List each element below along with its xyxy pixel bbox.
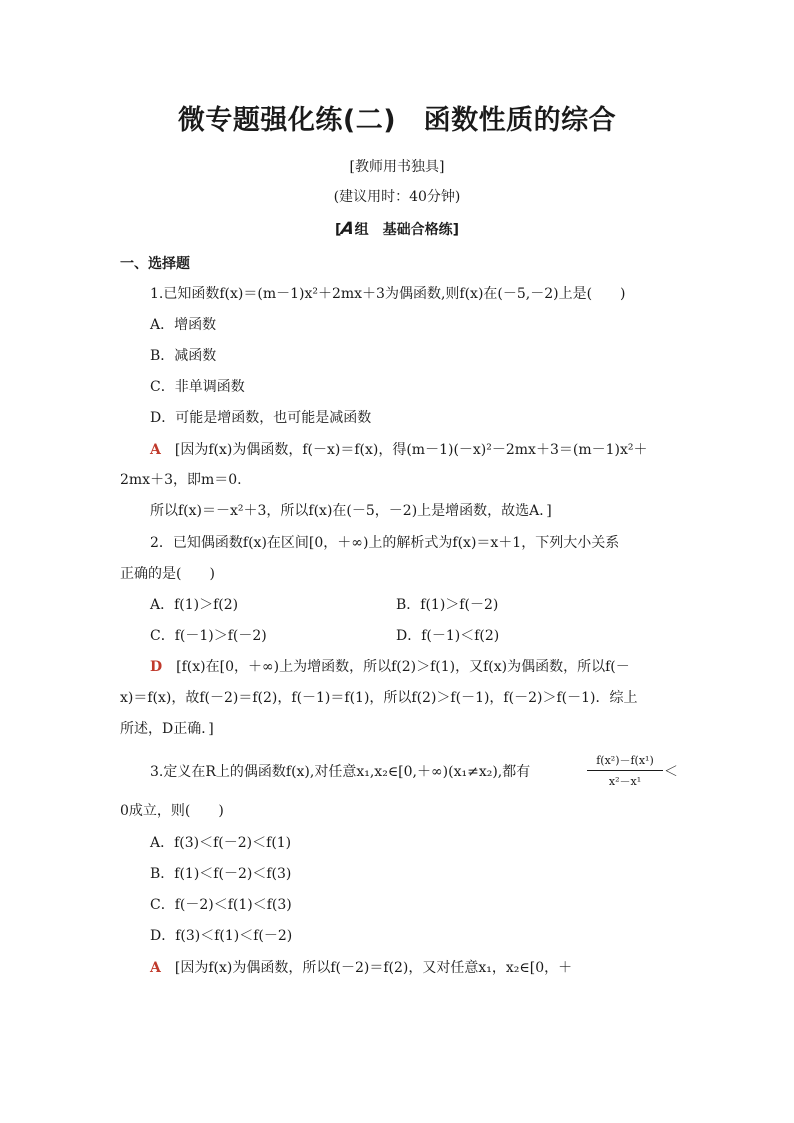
q1-solution-line3: 所以f(x)＝－x²＋3，所以f(x)在(－5，－2)上是增函数，故选A．] [150,503,552,519]
q3-solution-text: [因为f(x)为偶函数，所以f(－2)＝f(2)，又对任意x₁，x₂∈[0，＋ [174,960,573,976]
q2-solution-text: [f(x)在[0，＋∞)上为增函数，所以f(2)＞f(1)，又f(x)为偶函数，所以f(－ [176,659,630,675]
q2-solution-line2: x)＝f(x)，故f(－2)＝f(2)，f(－1)＝f(1)，所以f(2)＞f(－1)，f(－2)＞f(－1)．综上 [120,690,638,706]
q2-option-b: B．f(1)＞f(－2) [396,597,499,613]
q3-option-d: D．f(3)＜f(1)＜f(－2) [150,928,293,944]
q2-solution-line3: 所述，D正确．] [120,721,214,737]
group-letter: A [340,219,356,239]
q3-answer-letter: A [150,960,161,976]
q1-answer-letter: A [150,442,161,458]
q3-stem-line1: 3.定义在R上的偶函数f(x),对任意x₁,x₂∈[0,＋∞)(x₁≠x₂),都有 [150,764,531,780]
q1-solution-line2: 2mx＋3，即m＝0. [120,472,242,488]
q3-fraction-numerator: f(x²)－f(x¹) [587,752,663,771]
q3-less-than: ＜ [664,764,678,780]
q3-fraction-denominator: x²－x¹ [608,775,642,788]
q2-stem-line1: 2．已知偶函数f(x)在区间[0，＋∞)上的解析式为f(x)＝x＋1，下列大小关系 [150,535,620,551]
q1-solution-text: [因为f(x)为偶函数，f(－x)＝f(x)，得(m－1)(－x)²－2mx＋3＝(m－1)x²＋ [174,442,648,458]
q3-stem-line2: 0成立，则( ) [120,803,224,819]
q3-solution-line [150,958,572,978]
q2-option-d: D．f(－1)＜f(2) [396,628,500,644]
q1-solution-line [150,440,647,460]
q1-option-a: A．增函数 [150,317,217,333]
q1-stem: 1.已知函数f(x)＝(m－1)x²＋2mx＋3为偶函数,则f(x)在(－5,－2)上是( ) [150,286,626,302]
suggested-time: (建议用时：40分钟) [333,189,461,205]
group-label: 组 基础合格练 [354,222,453,238]
q3-fraction [587,752,663,789]
q3-option-b: B．f(1)＜f(－2)＜f(3) [150,866,292,882]
q1-option-d: D．可能是增函数，也可能是减函数 [150,410,372,426]
q3-option-a: A．f(3)＜f(－2)＜f(1) [150,835,292,851]
q2-solution-line [150,657,630,677]
q2-option-a: A．f(1)＞f(2) [150,597,239,613]
group-bracket-close: ] [452,222,459,238]
section-heading: 一、选择题 [120,256,190,272]
q2-answer-letter: D [150,659,163,675]
teacher-note: [教师用书独具] [349,159,445,175]
group-heading [0,219,794,239]
q2-stem-line2: 正确的是( ) [120,566,215,582]
q1-option-b: B．减函数 [150,348,217,364]
q3-option-c: C．f(－2)＜f(1)＜f(3) [150,897,292,913]
group-bracket-open: [ [335,222,342,238]
page-title: 微专题强化练(二) 函数性质的综合 [177,105,617,136]
q2-option-c: C．f(－1)＞f(－2) [150,628,267,644]
q1-option-c: C．非单调函数 [150,379,245,395]
